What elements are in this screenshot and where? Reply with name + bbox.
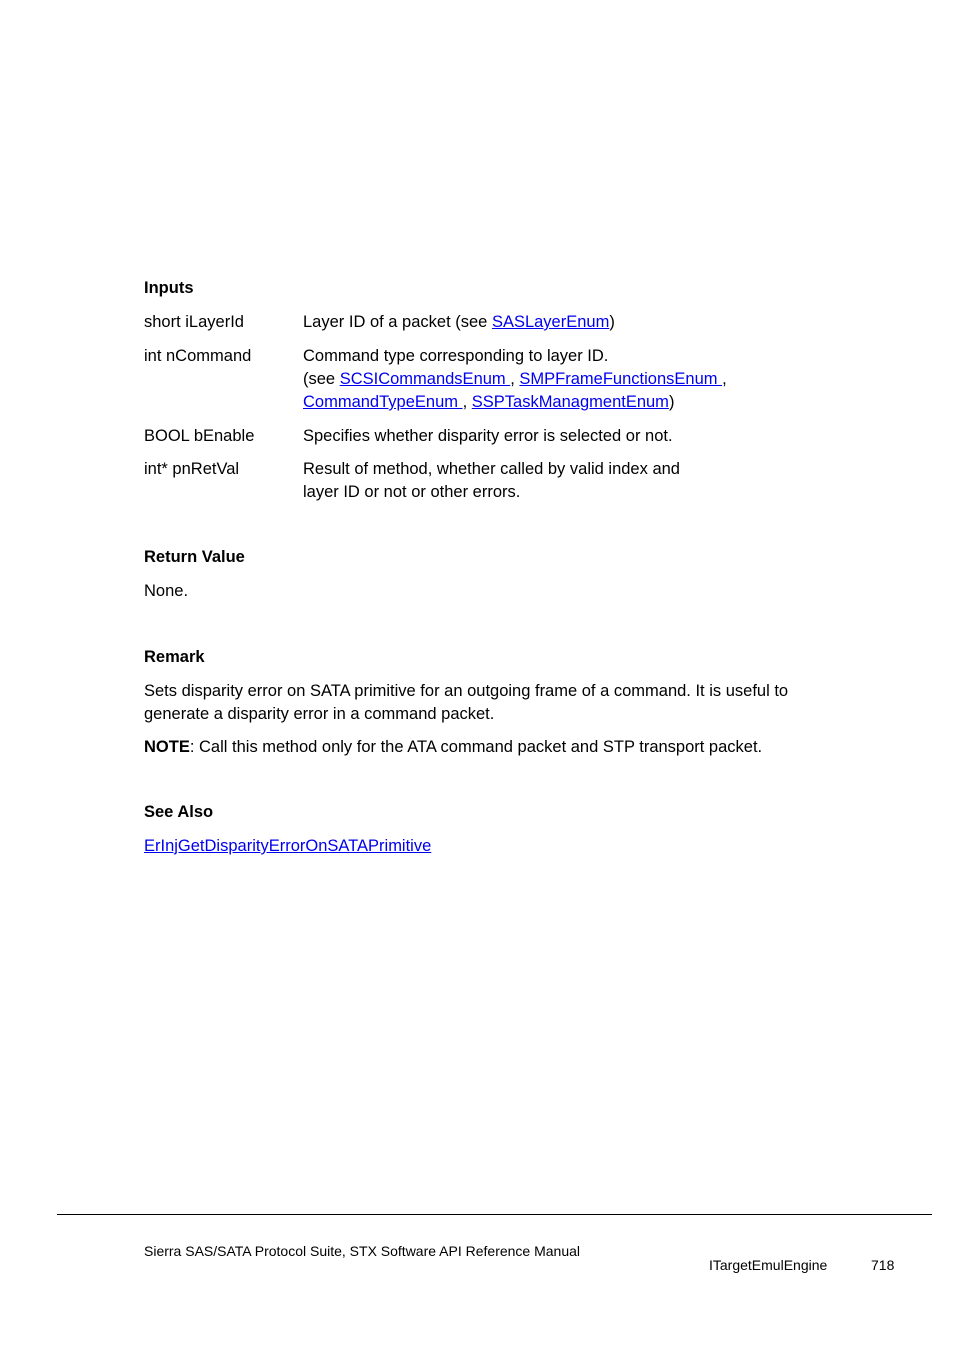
param-desc-line1: Command type corresponding to layer ID.: [303, 347, 609, 365]
param-desc-line1: Result of method, whether called by valid index and: [303, 460, 680, 478]
param-name-ilayerid: short iLayerId: [144, 313, 244, 331]
footer-manual-title: Sierra SAS/SATA Protocol Suite, STX Software API Reference Manual: [144, 1243, 581, 1259]
param-desc-see-links-line1: [303, 368, 727, 391]
ssptaskmanagmentenum-link[interactable]: SSPTaskManagmentEnum: [471, 393, 669, 411]
smpframefunctionsenum-link[interactable]: SMPFrameFunctionsEnum: [519, 370, 723, 388]
inputs-heading: Inputs: [144, 279, 194, 297]
param-name-benable: BOOL bEnable: [144, 427, 255, 445]
separator: ,: [462, 393, 472, 411]
see-prefix: (see: [303, 370, 340, 388]
remark-text: [144, 680, 788, 726]
note-label: NOTE: [144, 738, 190, 756]
return-value-heading: Return Value: [144, 548, 245, 566]
commandtypeenum-link[interactable]: CommandTypeEnum: [303, 393, 463, 411]
param-desc-text: Layer ID of a packet (see: [303, 313, 492, 331]
footer-page-number: 718: [871, 1257, 895, 1273]
saslayerenum-link[interactable]: SASLayerEnum: [491, 313, 610, 331]
param-desc-suffix: ): [609, 313, 615, 331]
separator: ,: [510, 370, 520, 388]
param-desc-line2: layer ID or not or other errors.: [303, 483, 521, 501]
note-text: : Call this method only for the ATA command packet and STP transport packet.: [189, 738, 763, 756]
see-suffix: ): [668, 393, 675, 411]
footer-section: ITargetEmulEngine: [709, 1257, 828, 1273]
separator: ,: [722, 370, 727, 388]
param-desc-benable: Specifies whether disparity error is selected or not.: [303, 427, 673, 445]
return-value-text: None.: [144, 582, 189, 600]
see-also-heading: See Also: [144, 803, 214, 821]
remark-heading: Remark: [144, 648, 205, 666]
param-name-ncommand: int nCommand: [144, 347, 252, 365]
scsicommandsenum-link[interactable]: SCSICommandsEnum: [339, 370, 511, 388]
param-desc-ilayerid: [303, 311, 615, 334]
footer-divider: [57, 1214, 932, 1215]
param-desc-see-links-line2: [303, 391, 727, 414]
param-desc-ncommand: [303, 345, 727, 414]
remark-line2: generate a disparity error in a command packet.: [144, 705, 495, 723]
param-desc-pnretval: [303, 458, 680, 504]
see-also-item: [144, 835, 431, 858]
remark-note: [144, 736, 762, 759]
param-name-pnretval: int* pnRetVal: [144, 460, 240, 478]
erinjgetdisparityerror-link[interactable]: ErInjGetDisparityErrorOnSATAPrimitive: [144, 837, 432, 855]
remark-line1: Sets disparity error on SATA primitive for an outgoing frame of a command. It is useful to: [144, 682, 789, 700]
